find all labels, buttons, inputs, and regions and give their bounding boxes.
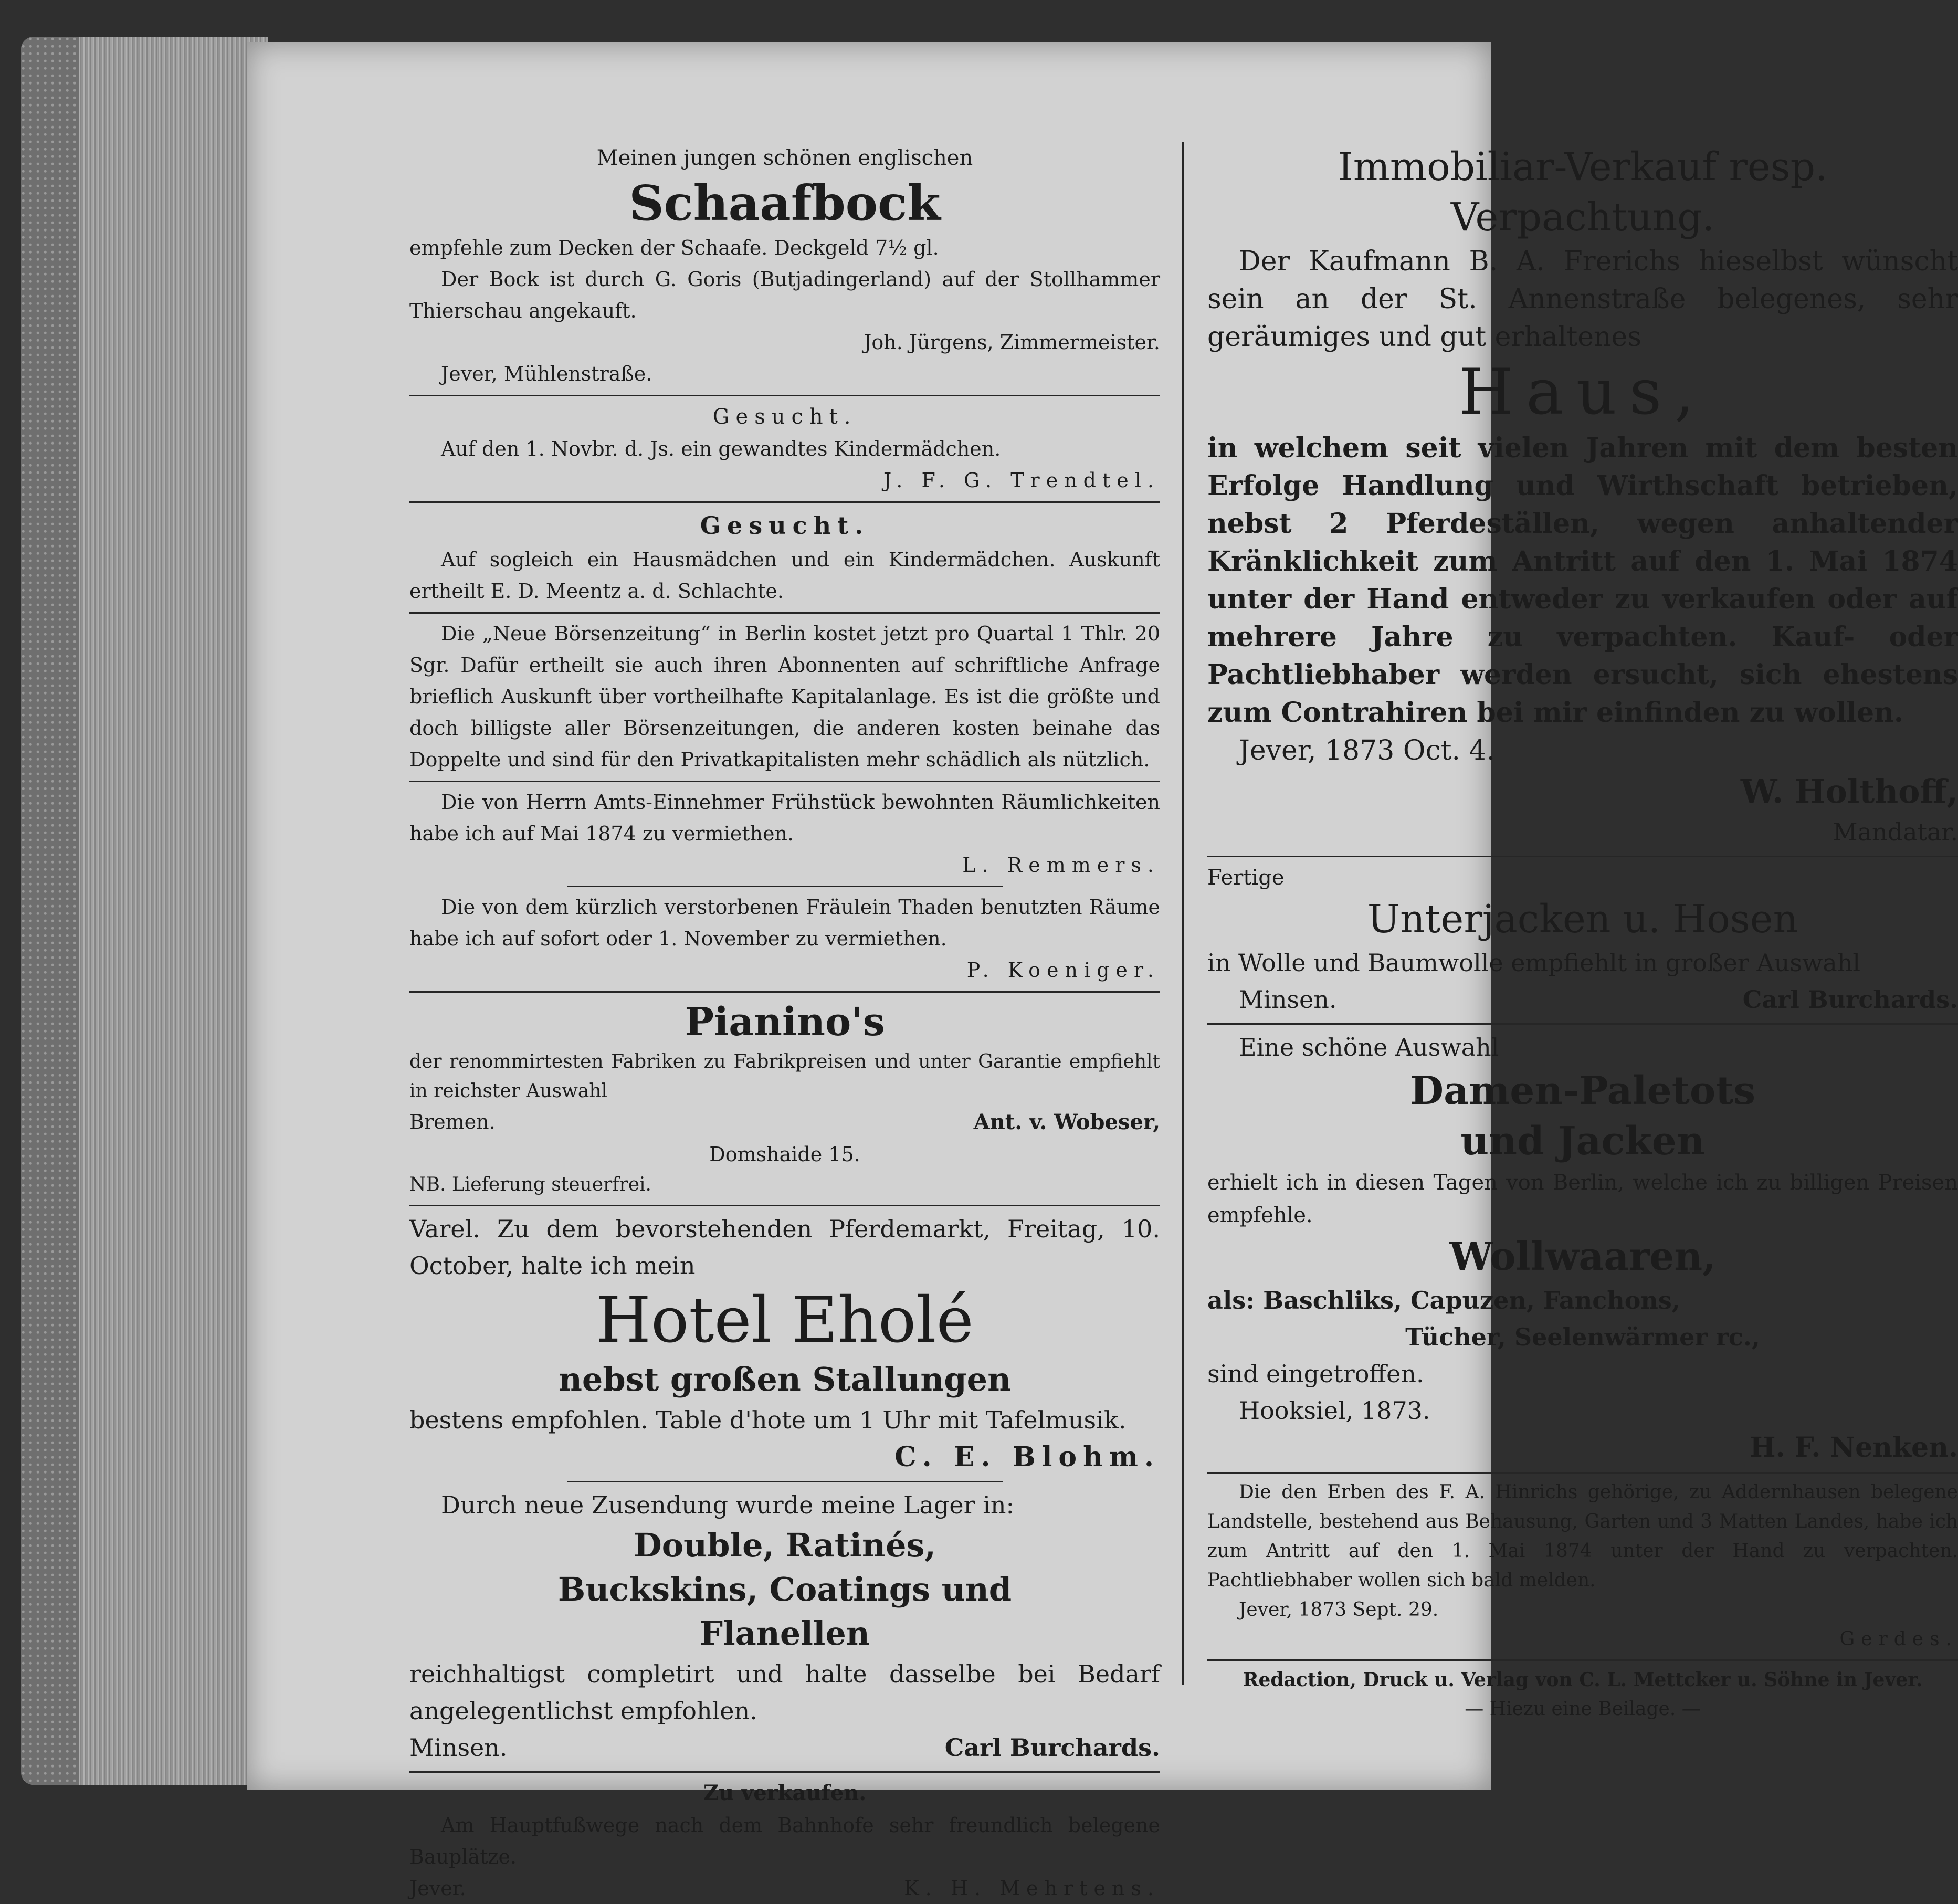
ad-text: in welchem seit vielen Jahren mit dem besten Erfolge Handlung und Wirthschaft betrieben, nebst 2 Pferdeställen, wegen anhaltender Kränklichkeit zum Antritt auf den 1. Mai 1874 unter der Hand entweder zu verkaufen oder auf mehrere Jahre zu verpachten. Kauf- oder Pachtliebhaber werden ersucht, sich ehestens zum Contrahiren bei mir einfinden zu wollen. [1207,432,1958,729]
ad-signature: W. Holthoff, [1740,772,1958,811]
ad-signature: L. Remmers. [962,854,1160,877]
ad-text: in Wolle und Baumwolle empfiehlt in großer Auswahl [1207,949,1861,977]
ad-text: Die „Neue Börsenzeitung“ in Berlin kostet jetzt pro Quartal 1 Thlr. 20 Sgr. Dafür ertheilt sie auch ihren Abonnenten auf schriftliche Anfrage brieflich Auskunft über vortheilhafte Kapitalanlage. Es ist die größte und doch billigste aller Börsenzeitungen, die anderen kosten beinahe das Doppelte und sind für den Privatkapitalisten mehr schädlich als nützlich. [409,622,1160,771]
ad-signature: Ant. v. Wobeser, [973,1110,1160,1134]
page-footer [1207,1665,1958,1724]
ad-date: Jever, 1873 Sept. 29. [1239,1599,1439,1621]
ad-date: Jever, 1873 Oct. 4. [1239,735,1496,766]
ad-place: Hooksiel, 1873. [1239,1396,1430,1425]
ad-separator [567,1481,1003,1482]
ad-headline: Haus, [1458,356,1707,429]
ad-separator [409,1205,1160,1206]
ad-headline: Verpachtung. [1450,195,1715,240]
ad-headline: Zu verkaufen. [703,1781,867,1805]
ad-text: empfehle zum Decken der Schaafe. Deckgeld 7½ gl. [409,236,939,259]
ad-place: Minsen. [1239,985,1337,1014]
ad-signature: Joh. Jürgens, Zimmermeister. [864,331,1160,354]
ad-headline: Unterjacken u. Hosen [1367,897,1798,942]
ad-signature: J. F. G. Trendtel. [883,469,1160,492]
ad-text: bestens empfohlen. Table d'hote um 1 Uhr mit Tafelmusik. [409,1406,1127,1434]
ad-headline: Buckskins, Coatings und [557,1570,1012,1608]
ad-separator [567,886,1003,887]
ad-separator [409,1771,1160,1773]
imprint-line: Redaction, Druck u. Verlag von C. L. Mettcker u. Söhne in Jever. [1243,1669,1923,1691]
supplement-note: — Hiezu eine Beilage. — [1465,1698,1701,1720]
ad-signature-row [1207,981,1958,1018]
ad-headline: und Jacken [1460,1119,1705,1164]
ad-damen-paletots [1207,1029,1958,1467]
ad-place: Jever, Mühlenstraße. [441,362,652,385]
ad-headline: Double, Ratinés, [633,1526,936,1564]
ad-headline: Gesucht. [700,511,870,540]
right-column [1207,142,1958,1724]
ad-separator [409,395,1160,396]
ad-hinrichs [1207,1478,1958,1654]
ad-text: Auf den 1. Novbr. d. Js. ein gewandtes Kindermädchen. [441,437,1001,460]
ad-text: Die von Herrn Amts-Einnehmer Frühstück bewohnten Räumlichkeiten habe ich auf Mai 1874 zu vermiethen. [409,791,1160,845]
ad-separator [409,612,1160,614]
ad-signature-row [409,1873,1160,1904]
ad-place: Bremen. [409,1110,496,1133]
ad-separator [1207,1023,1958,1025]
ad-gesucht-2 [409,507,1160,607]
ad-burchards-stoffe [409,1487,1160,1766]
ad-headline: Schaafbock [629,175,941,232]
ad-text: Auf sogleich ein Hausmädchen und ein Kindermädchen. Auskunft ertheilt E. D. Meentz a. d. Schlachte. [409,548,1160,603]
ad-items: als: Baschliks, Capuzen, Fanchons, [1207,1286,1680,1314]
ad-text: erhielt ich in diesen Tagen von Berlin, welche ich zu billigen Preisen empfehle. [1207,1171,1958,1227]
ad-headline: Gesucht. [712,405,857,429]
ad-separator [1207,1659,1958,1661]
ad-headline: Immobiliar-Verkauf resp. [1338,144,1828,190]
ad-signature-row [409,1729,1160,1766]
ad-text: sind eingetroffen. [1207,1360,1424,1388]
ad-signature: Carl Burchards. [944,1733,1160,1762]
ad-text: Die von dem kürzlich verstorbenen Fräulein Thaden benutzten Räume habe ich auf sofort oder 1. November zu vermiethen. [409,896,1160,950]
ad-text: der renommirtesten Fabriken zu Fabrikpreisen und unter Garantie empfiehlt in reichster Auswahl [409,1051,1160,1102]
ad-signature: C. E. Blohm. [894,1441,1160,1473]
ad-address: Domshaide 15. [709,1143,860,1166]
ad-koeniger [409,891,1160,986]
ad-text: Die den Erben des F. A. Hinrichs gehörige, zu Addernhausen belegene Landstelle, bestehend aus Behausung, Garten und 3 Matten Landes, habe ich zum Antritt auf den 1. Mai 1874 unter der Hand zu verpachten. Pachtliebhaber wollen sich bald melden. [1207,1481,1958,1591]
ad-headline: Flanellen [700,1614,870,1653]
ad-intro: Meinen jungen schönen englischen [596,146,973,170]
ad-separator [409,781,1160,782]
ad-subhead: nebst großen Stallungen [558,1360,1012,1398]
ad-note: NB. Lieferung steuerfrei. [409,1174,652,1195]
ad-intro: Fertige [1207,866,1285,890]
ad-role: Mandatar. [1833,818,1958,846]
ad-text: reichhaltigst completirt und halte dasselbe bei Bedarf angelegentlichst empfohlen. [409,1660,1160,1725]
ad-place: Minsen. [409,1733,508,1762]
ad-headline: Damen-Paletots [1409,1068,1756,1113]
ad-headline: Wollwaaren, [1449,1234,1716,1279]
ad-place: Jever. [409,1877,466,1900]
ad-separator [1207,1472,1958,1474]
ad-gesucht-1 [409,401,1160,496]
ad-signature: Carl Burchards. [1742,985,1958,1014]
ad-text: Der Bock ist durch G. Goris (Butjadingerland) auf der Stollhammer Thierschau angekauft. [409,268,1160,322]
ad-boersenzeitung [409,618,1160,775]
ad-hotel [409,1211,1160,1476]
ad-text: Am Hauptfußwege nach dem Bahnhofe sehr freundlich belegene Bauplätze. [409,1814,1160,1868]
ad-text: Varel. Zu dem bevorstehenden Pferdemarkt, Freitag, 10. October, halte ich mein [409,1215,1160,1280]
ad-pianinos [409,997,1160,1200]
ad-headline: Pianino's [685,1000,885,1045]
left-column [409,142,1160,1904]
ad-items: Tücher, Seelenwärmer rc., [1405,1323,1760,1351]
ad-headline: Hotel Eholé [596,1284,974,1357]
ad-signature: K. H. Mehrtens. [904,1877,1160,1900]
ad-zu-verkaufen [409,1777,1160,1904]
ad-separator [409,501,1160,503]
ad-signature-row [409,1106,1160,1139]
ad-text: Der Kaufmann B. A. Frerichs hieselbst wünscht sein an der St. Annenstraße belegenes, sehr geräumiges und gut erhaltenes [1207,246,1958,353]
ad-schaafbock [409,142,1160,390]
ad-unterjacken [1207,861,1958,1018]
ad-remmers [409,786,1160,881]
ad-separator [1207,856,1958,857]
newspaper-page [247,42,1958,1900]
ad-immobiliar [1207,142,1958,850]
ad-separator [409,991,1160,993]
ad-intro: Eine schöne Auswahl [1239,1033,1499,1061]
ad-signature: H. F. Nenken. [1750,1432,1958,1464]
book-page-edges [21,37,268,1785]
ad-signature: P. Koeniger. [966,959,1160,982]
ad-signature: Gerdes. [1839,1628,1958,1650]
column-divider [1182,142,1184,1685]
ad-text: Durch neue Zusendung wurde meine Lager in: [441,1491,1015,1519]
